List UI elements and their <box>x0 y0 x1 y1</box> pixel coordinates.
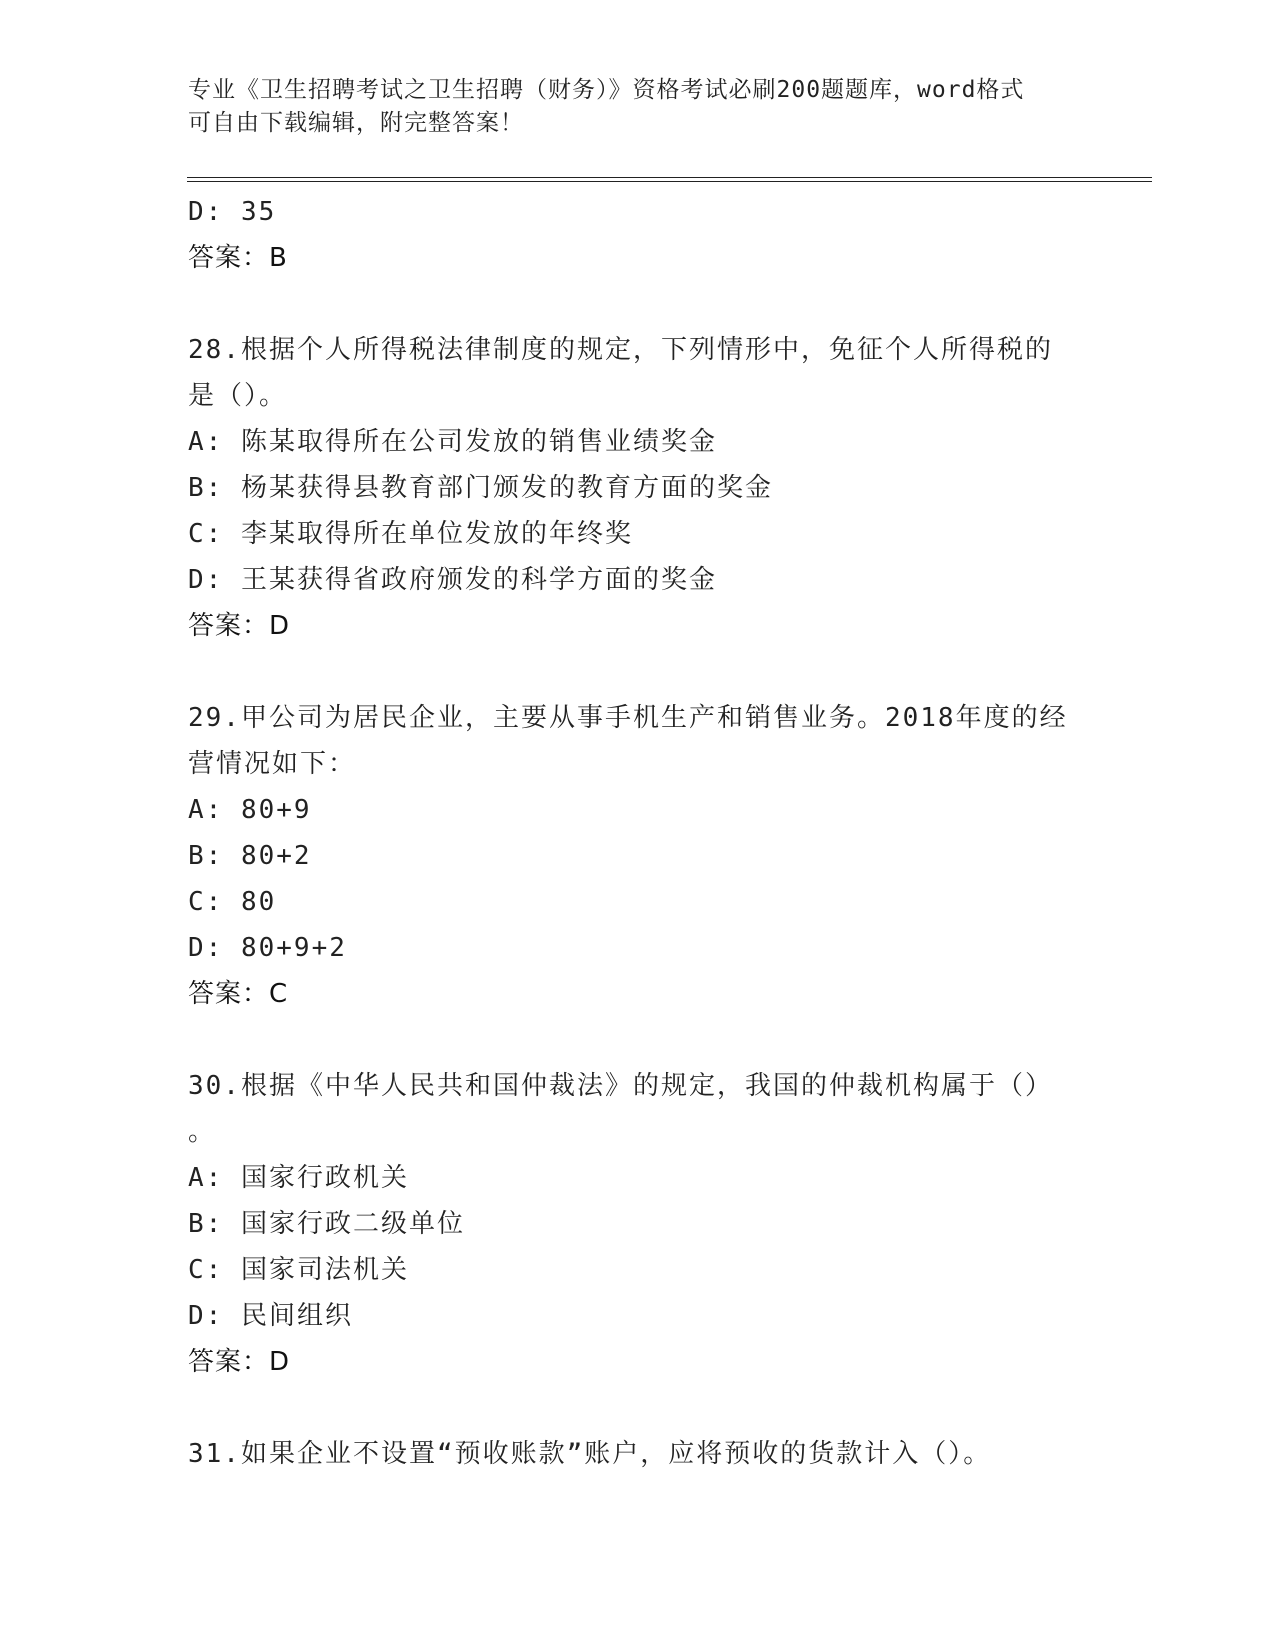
question-28-stem-line-1: 28.根据个人所得税法律制度的规定，下列情形中，免征个人所得税的 <box>188 335 1053 365</box>
question-29-option-b: B: 80+2 <box>188 841 312 871</box>
prev-question-answer: 答案：B <box>188 243 288 273</box>
header-title-line-2: 可自由下载编辑，附完整答案！ <box>188 110 524 136</box>
question-29-option-a: A: 80+9 <box>188 795 312 825</box>
question-28-option-a: A: 陈某取得所在公司发放的销售业绩奖金 <box>188 427 717 457</box>
spacer <box>188 1385 1148 1431</box>
question-30-stem-line-1: 30.根据《中华人民共和国仲裁法》的规定，我国的仲裁机构属于（） <box>188 1071 1053 1101</box>
question-28-option-b: B: 杨某获得县教育部门颁发的教育方面的奖金 <box>188 473 773 503</box>
header-double-rule <box>187 177 1152 182</box>
question-28-stem-line-2: 是（）。 <box>188 381 288 411</box>
question-30-option-b: B: 国家行政二级单位 <box>188 1209 465 1239</box>
question-30 <box>188 1063 1148 1385</box>
header-title-line-1: 专业《卫生招聘考试之卫生招聘（财务）》资格考试必刷200题题库，word格式 <box>188 77 1025 103</box>
question-30-option-a: A: 国家行政机关 <box>188 1163 409 1193</box>
question-28-option-c: C: 李某取得所在单位发放的年终奖 <box>188 519 633 549</box>
document-header <box>188 74 1068 140</box>
question-29-stem-line-2: 营情况如下： <box>188 749 357 779</box>
question-28 <box>188 327 1148 649</box>
document-body <box>188 189 1148 1477</box>
question-30-stem-line-2: 。 <box>188 1117 217 1147</box>
spacer <box>188 1017 1148 1063</box>
question-30-option-d: D: 民间组织 <box>188 1301 353 1331</box>
question-29-option-d: D: 80+9+2 <box>188 933 347 963</box>
question-29-answer: 答案：C <box>188 979 289 1009</box>
question-29 <box>188 695 1148 1017</box>
question-31 <box>188 1431 1148 1477</box>
prev-question-option-d: D: 35 <box>188 197 277 227</box>
question-30-answer: 答案：D <box>188 1347 291 1377</box>
question-29-stem-line-1: 29.甲公司为居民企业，主要从事手机生产和销售业务。2018年度的经 <box>188 703 1068 733</box>
question-31-stem-line-1: 31.如果企业不设置“预收账款”账户，应将预收的货款计入（）。 <box>188 1439 992 1469</box>
question-30-option-c: C: 国家司法机关 <box>188 1255 409 1285</box>
spacer <box>188 281 1148 327</box>
question-28-option-d: D: 王某获得省政府颁发的科学方面的奖金 <box>188 565 717 595</box>
question-28-answer: 答案：D <box>188 611 291 641</box>
spacer <box>188 649 1148 695</box>
question-29-option-c: C: 80 <box>188 887 277 917</box>
